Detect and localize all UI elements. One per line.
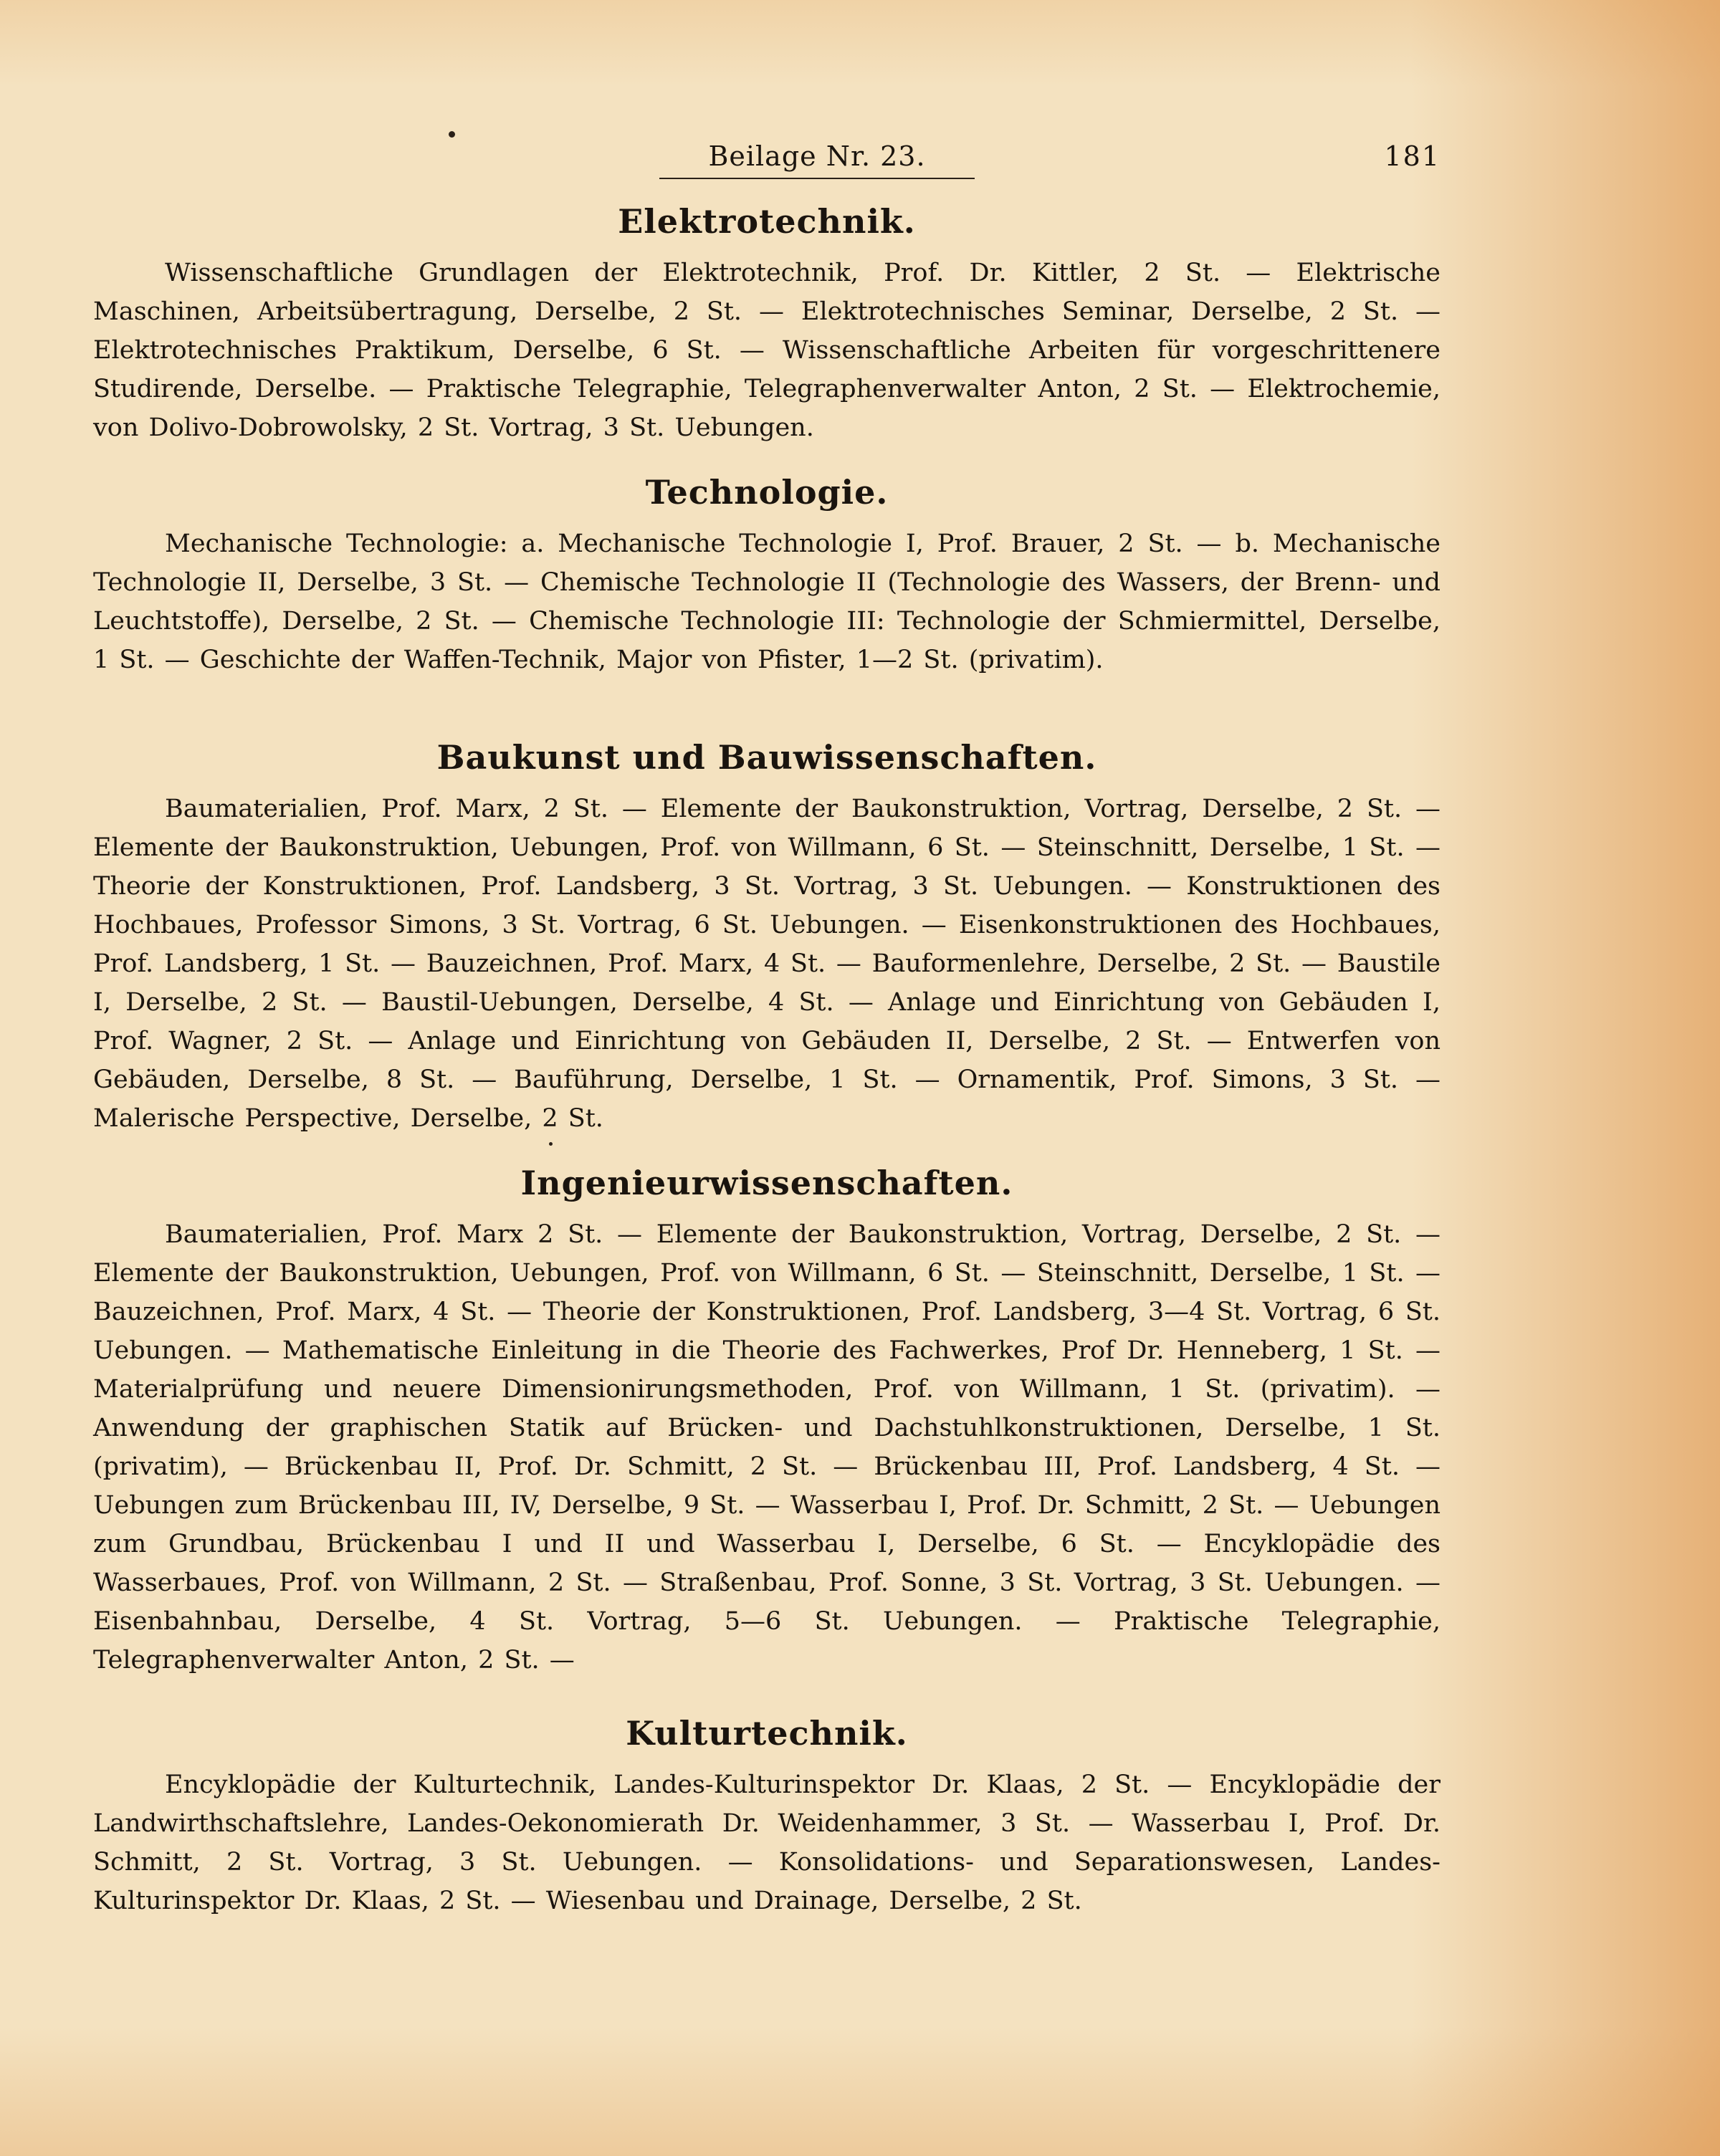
section-body: Baumaterialien, Prof. Marx, 2 St. — Elemente der Baukonstruktion, Vortrag, Derselbe, 2 St. — Elemente der Baukonstruktion, Uebungen, Prof. von Willmann, 6 St. — Steinschnitt, Derselbe, 1 St. — Theorie der Konstruktionen, Prof. Landsberg, 3 St. Vortrag, 3 St. Uebungen. — Konstruktionen des Hochbaues, Professor Simons, 3 St. Vortrag, 6 St. Uebungen. — Eisenkonstruktionen des Hochbaues, Prof. Landsberg, 1 St. — Bauzeichnen, Prof. Marx, 4 St. — Bauformenlehre, Derselbe, 2 St. — Baustile I, Derselbe, 2 St. — Baustil-Uebungen, Derselbe, 4 St. — Anlage und Einrichtung von Gebäuden I, Prof. Wagner, 2 St. — Anlage und Einrichtung von Gebäuden II, Derselbe, 2 St. — Entwerfen von Gebäuden, Derselbe, 8 St. — Bauführung, Derselbe, 1 St. — Ornamentik, Prof. Simons, 3 St. — Malerische Perspective, Derselbe, 2 St. <box>93 795 1440 1133</box>
page-header <box>93 140 1440 183</box>
section-heading: Kulturtechnik. <box>626 1714 908 1753</box>
section-body: Encyklopädie der Kulturtechnik, Landes-Kulturinspektor Dr. Klaas, 2 St. — Encyklopädie der Landwirthschaftslehre, Landes-Oekonomierath Dr. Weidenhammer, 3 St. — Wasserbau I, Prof. Dr. Schmitt, 2 St. Vortrag, 3 St. Uebungen. — Konsolidations- und Separationswesen, Landes-Kulturinspektor Dr. Klaas, 2 St. — Wiesenbau und Drainage, Derselbe, 2 St. <box>93 1771 1440 1915</box>
section-body: Wissenschaftliche Grundlagen der Elektrotechnik, Prof. Dr. Kittler, 2 St. — Elektrische Maschinen, Arbeitsübertragung, Derselbe, 2 St. — Elektrotechnisches Seminar, Derselbe, 2 St. — Elektrotechnisches Praktikum, Derselbe, 6 St. — Wissenschaftliche Arbeiten für vorgeschrittenere Studirende, Derselbe. — Praktische Telegraphie, Telegraphenverwalter Anton, 2 St. — Elektrochemie, von Dolivo-Dobrowolsky, 2 St. Vortrag, 3 St. Uebungen. <box>93 259 1440 442</box>
section-body: Baumaterialien, Prof. Marx 2 St. — Elemente der Baukonstruktion, Vortrag, Derselbe, 2 St. — Elemente der Baukonstruktion, Uebungen, Prof. von Willmann, 6 St. — Steinschnitt, Derselbe, 1 St. — Bauzeichnen, Prof. Marx, 4 St. — Theorie der Konstruktionen, Prof. Landsberg, 3—4 St. Vortrag, 6 St. Uebungen. — Mathematische Einleitung in die Theorie des Fachwerkes, Prof Dr. Henneberg, 1 St. — Materialprüfung und neuere Dimensionirungsmethoden, Prof. von Willmann, 1 St. (privatim). — Anwendung der graphischen Statik auf Brücken- und Dachstuhlkonstruktionen, Derselbe, 1 St. (privatim), — Brückenbau II, Prof. Dr. Schmitt, 2 St. — Brückenbau III, Prof. Landsberg, 4 St. — Uebungen zum Brückenbau III, IV, Derselbe, 9 St. — Wasserbau I, Prof. Dr. Schmitt, 2 St. — Uebungen zum Grundbau, Brückenbau I und II und Wasserbau I, Derselbe, 6 St. — Encyklopädie des Wasserbaues, Prof. von Willmann, 2 St. — Straßenbau, Prof. Sonne, 3 St. Vortrag, 3 St. Uebungen. — Eisenbahnbau, Derselbe, 4 St. Vortrag, 5—6 St. Uebungen. — Praktische Telegraphie, Telegraphenverwalter Anton, 2 St. — <box>93 1220 1440 1675</box>
ink-speck <box>449 131 455 138</box>
section-kulturtechnik <box>93 1714 1440 1920</box>
page-number: 181 <box>1384 140 1440 172</box>
section-ingenieurwissenschaften <box>93 1164 1440 1680</box>
section-body: Mechanische Technologie: a. Mechanische Technologie I, Prof. Brauer, 2 St. — b. Mechanische Technologie II, Derselbe, 3 St. — Chemische Technologie II (Technologie des Wassers, der Brenn- und Leuchtstoffe), Derselbe, 2 St. — Chemische Technologie III: Technologie der Schmiermittel, Derselbe, 1 St. — Geschichte der Waffen-Technik, Major von Pfister, 1—2 St. (privatim). <box>93 530 1440 674</box>
page-content <box>93 202 1440 1920</box>
section-baukunst <box>93 738 1440 1138</box>
section-elektrotechnik <box>93 202 1440 447</box>
section-technologie <box>93 473 1440 679</box>
header-rule <box>659 178 975 179</box>
section-heading: Technologie. <box>645 473 889 512</box>
section-heading: Ingenieurwissenschaften. <box>520 1164 1013 1202</box>
section-heading: Elektrotechnik. <box>618 202 916 241</box>
running-title: Beilage Nr. 23. <box>708 140 926 172</box>
section-heading: Baukunst und Bauwissenschaften. <box>436 738 1097 777</box>
